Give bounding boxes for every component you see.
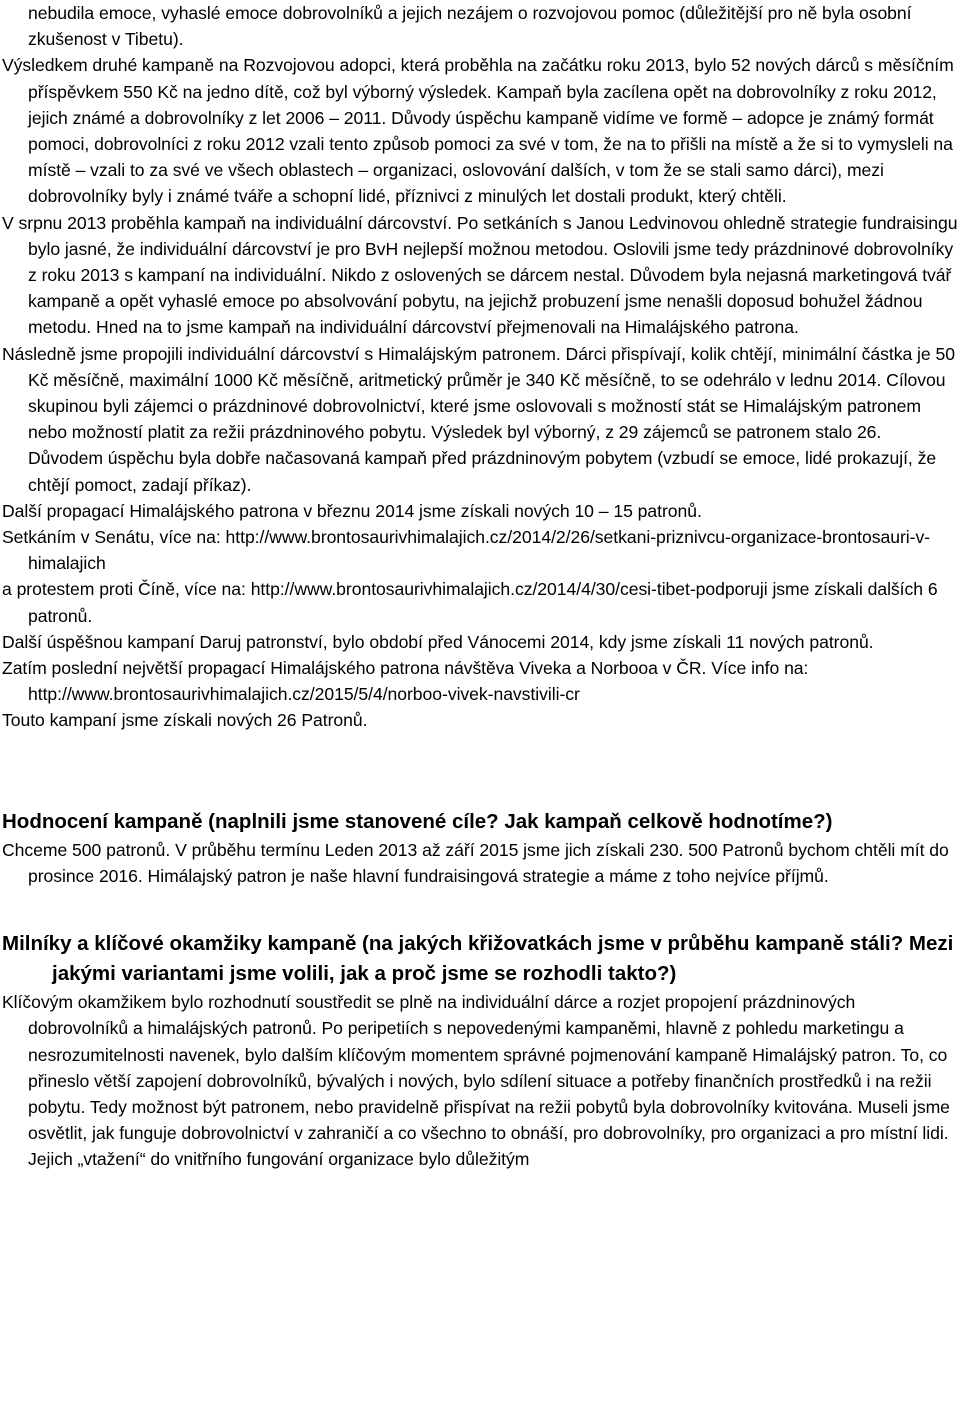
paragraph-evaluation: Chceme 500 patronů. V průběhu termínu Leden 2013 až září 2015 jsme jich získali 230. 500 Patronů bychom chtěli mít do prosince 2016. Himálajský patron je naše hlavní fundraisingová strategie a máme z toho nejvíce příjmů. (2, 839, 949, 886)
section-heading-milestones: Milníky a klíčové okamžiky kampaně (na jakých křižovatkách jsme v průběhu kampaně stáli? Mezi jakými variantami jsme volili, jak a proč jsme se rozhodli takto?) (2, 932, 954, 986)
paragraph-new-patrons: Touto kampaní jsme získali nových 26 Patronů. (2, 710, 368, 731)
paragraph-vivek-norboo-visit: Zatím poslední největší propagací Himalájského patrona návštěva Viveka a Norbooa v ČR. Více info na: http://www.brontosaurivhimalajich.cz/2015/5/4/norboo-vivek-navstivili-cr (2, 658, 809, 705)
paragraph-adoption-campaign: Výsledkem druhé kampaně na Rozvojovou adopci, která proběhla na začátku roku 2013, bylo 52 nových dárců s měsíčním příspěvkem 550 Kč na jedno dítě, což byl výborný výsledek. Kampaň byla zacílena opět na dobrovolníky z roku 2012, jejich známé a dobrovolníky z let 2006 – 2011. Důvody úspěchu kampaně vidíme ve formě – adopce je známý formát pomoci, dobrovolníci z roku 2012 vzali tento způsob pomoci za své v tom, že na to přišli na místě a že si to vymysleli na místě – vzali to za své ve všech oblastech – organizaci, oslovování dalších, v tom že se stali samo dárci), mezi dobrovolníky byly i známé tváře a schopní lidé, příznivci z minulých let dostali produkt, který chtěli. (2, 55, 954, 207)
paragraph-china-protest: a protestem proti Číně, více na: http://www.brontosaurivhimalajich.cz/2014/4/30/cesi-tibet-podporuji jsme získali dalších 6 patronů. (2, 579, 938, 626)
section-heading-evaluation: Hodnocení kampaně (naplnili jsme stanovené cíle? Jak kampaň celkově hodnotíme?) (2, 809, 833, 833)
paragraph-daruj-patronstvi: Další úspěšnou kampaní Daruj patronství, bylo období před Vánocemi 2014, kdy jsme získali 11 nových patronů. (2, 631, 874, 652)
paragraph-individual-donation: V srpnu 2013 proběhla kampaň na individuální dárcovství. Po setkáních s Janou Ledvinovou ohledně strategie fundraisingu bylo jasné, že individuální dárcovství je pro BvH nejlepší možnou metodou. Oslovili jsme tedy prázdninové dobrovolníky z roku 2013 s kampaní na individuální. Nikdo z oslovených se dárcem nestal. Důvodem byla nejasná marketingová tvář kampaně a opět vyhaslé emoce po absolvování pobytu, na jejichž probuzení jsme nenašli doposud bohužel žádnou metodu. Hned na to jsme kampaň na individuální dárcovství přejmenovali na Himalájského patrona. (2, 212, 958, 338)
paragraph-himalayan-patron: Následně jsme propojili individuální dárcovství s Himalájským patronem. Dárci přispívají, kolik chtějí, minimální částka je 50 Kč měsíčně, maximální 1000 Kč měsíčně, aritmetický průměr je 340 Kč měsíčně, to se odehrálo v lednu 2014. Cílovou skupinou byli zájemci o prázdninové dobrovolnictví, které jsme oslovovali s možností stát se Himalájským patronem nebo možností platit za režii prázdninového pobytu. Výsledek byl výborný, z 29 zájemců se patronem stalo 26. Důvodem úspěchu byla dobře načasovaná kampaň před prázdninovým pobytem (vzbudí se emoce, lidé prokazují, že chtějí pomoct, zadají příkaz). (2, 343, 955, 495)
paragraph-milestones: Klíčovým okamžikem bylo rozhodnutí soustředit se plně na individuální dárce a rozjet propojení prázdninových dobrovolníků a himalájských patronů. Po peripetiích s nepovedenými kampaněmi, hlavně z pohledu marketingu a nesrozumitelnosti navenek, bylo dalším klíčovým momentem správné pojmenování kampaně Himalájský patron. To, co přineslo větší zapojení dobrovolníků, bývalých i nových, bylo sdílení situace a potřeby finančních prostředků i na režii pobytu. Tedy možnost být patronem, nebo pravidelně přispívat na režii pobytů byla dobrovolníky kvitována. Museli jsme osvětlit, jak funguje dobrovolnictví v zahraničí a co všechno to obnáší, pro dobrovolníky, pro organizaci a pro místní lidi. Jejich „vtažení“ do vnitřního fungování organizace bylo důležitým (2, 992, 950, 1170)
paragraph-continuation: nebudila emoce, vyhaslé emoce dobrovolníků a jejich nezájem o rozvojovou pomoc (důležitější pro ně byla osobní zkušenost v Tibetu). (28, 3, 912, 50)
section-spacer (2, 734, 958, 807)
paragraph-march-promotion: Další propagací Himalájského patrona v březnu 2014 jsme získali nových 10 – 15 patronů. (2, 500, 702, 521)
paragraph-senate-meeting: Setkáním v Senátu, více na: http://www.brontosaurivhimalajich.cz/2014/2/26/setkani-priznivcu-organizace-brontosauri-v-himalajich (2, 527, 930, 574)
section-spacer (2, 889, 958, 929)
